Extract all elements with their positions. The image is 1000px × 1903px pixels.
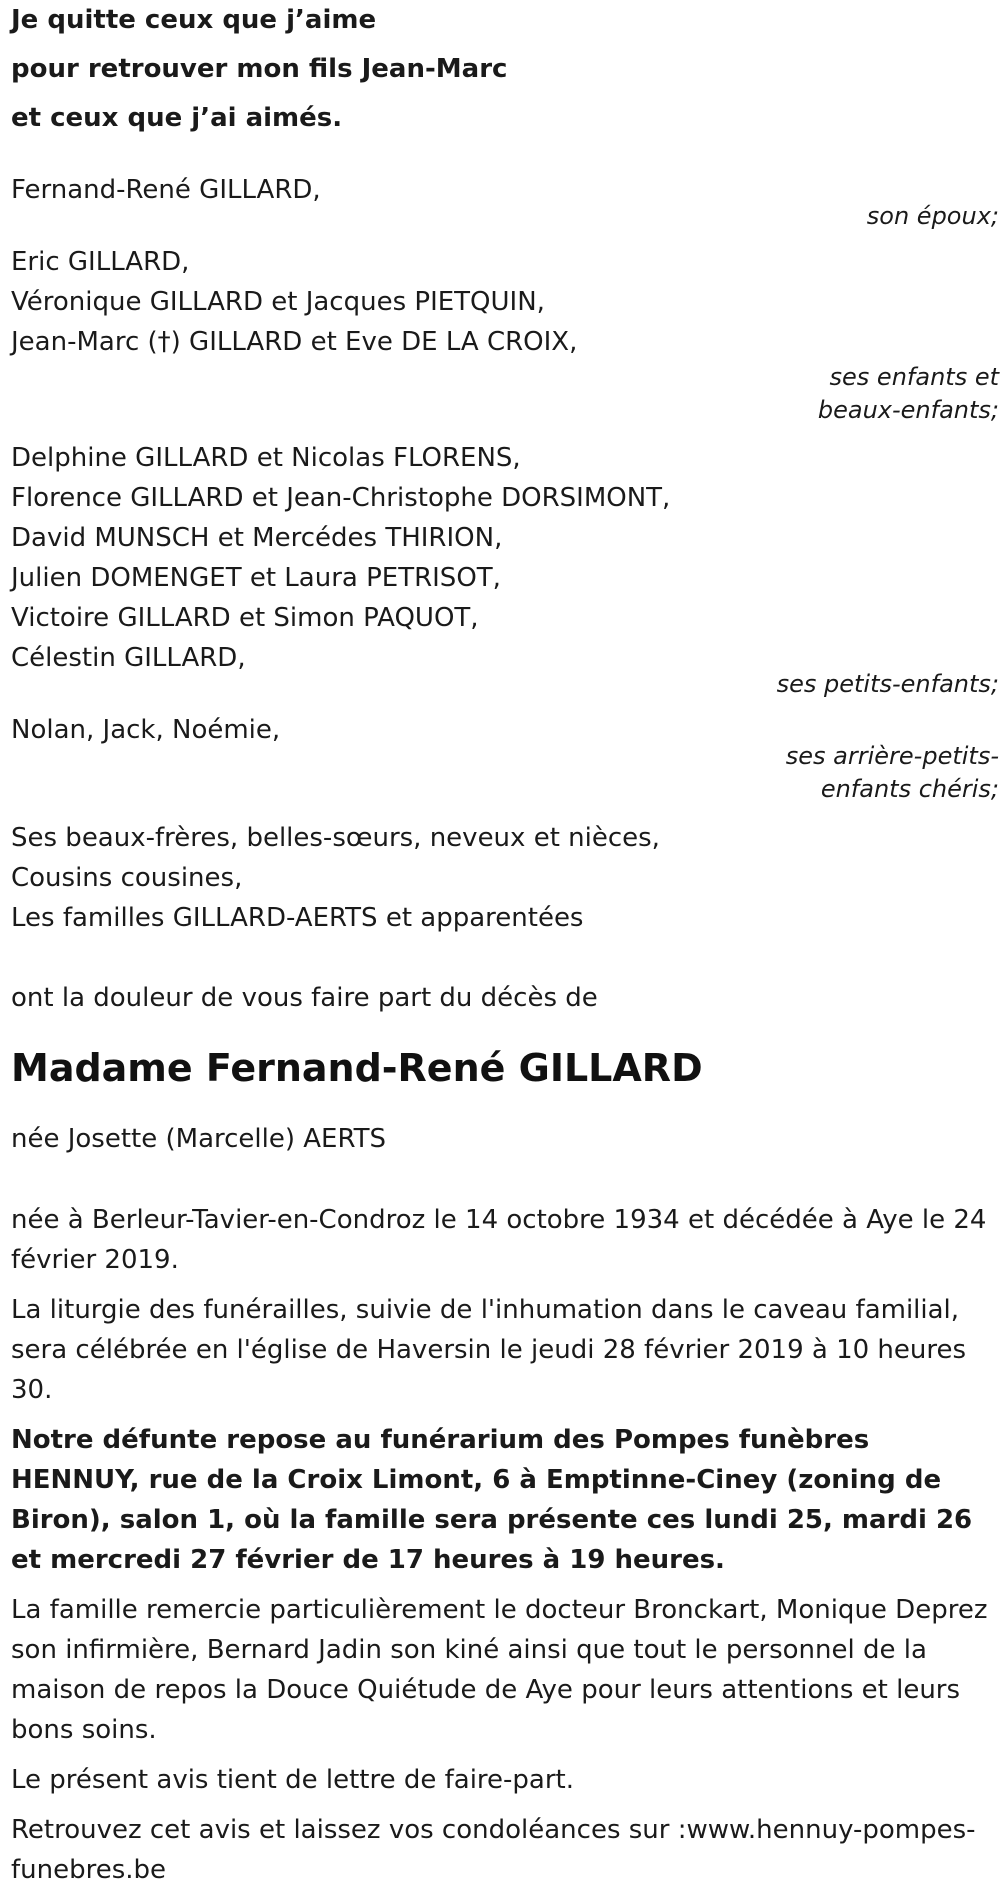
thanks-paragraph: La famille remercie particulièrement le docteur Bronckart, Monique Deprez son infirmière, Bernard Jadin son kiné ainsi que tout le personnel de la maison de repos la Douce Quiétude de Aye pour leurs attentions et leurs bons soins. — [11, 1595, 988, 1745]
family-name-line: Eric GILLARD, — [11, 247, 190, 277]
epigraph — [11, 0, 999, 143]
born-name: née Josette (Marcelle) AERTS — [11, 1124, 387, 1154]
family-role: ses enfants et — [829, 363, 999, 391]
spouse-section — [11, 170, 999, 236]
family-name-line: Victoire GILLARD et Simon PAQUOT, — [11, 603, 479, 633]
epigraph-line: et ceux que j’ai aimés. — [11, 103, 343, 133]
family-name-line: Célestin GILLARD, — [11, 643, 246, 673]
epigraph-line: Je quitte ceux que j’aime — [11, 5, 377, 35]
grandchildren-section — [11, 438, 999, 704]
family-name-line: Fernand-René GILLARD, — [11, 175, 321, 205]
family-role: beaux-enfants; — [817, 396, 999, 424]
children-section — [11, 242, 999, 430]
family-name-line: Julien DOMENGET et Laura PETRISOT, — [11, 563, 501, 593]
relative-line: Les familles GILLARD-AERTS et apparentées — [11, 903, 584, 933]
notice-paragraph: Le présent avis tient de lettre de faire-part. — [11, 1765, 574, 1795]
family-name-line: Florence GILLARD et Jean-Christophe DORSIMONT, — [11, 483, 671, 513]
birth-death-paragraph: née à Berleur-Tavier-en-Condroz le 14 octobre 1934 et décédée à Aye le 24 février 2019. — [11, 1205, 987, 1275]
obituary-content — [11, 0, 999, 1890]
family-role: ses petits-enfants; — [776, 670, 999, 698]
announcement: ont la douleur de vous faire part du décès de — [11, 983, 598, 1013]
family-name-line: Jean-Marc (†) GILLARD et Eve DE LA CROIX, — [11, 327, 578, 357]
family-role: enfants chéris; — [820, 775, 999, 803]
liturgy-paragraph: La liturgie des funérailles, suivie de l'inhumation dans le caveau familial, sera célébrée en l'église de Haversin le jeudi 28 février 2019 à 10 heures 30. — [11, 1295, 967, 1405]
relative-line: Ses beaux-frères, belles-sœurs, neveux et nièces, — [11, 823, 660, 853]
epigraph-line: pour retrouver mon fils Jean-Marc — [11, 54, 508, 84]
great-grandchildren-section — [11, 710, 999, 809]
website-paragraph: Retrouvez cet avis et laissez vos condoléances sur :www.hennuy-pompes-funebres.be — [11, 1815, 976, 1885]
family-name-line: Delphine GILLARD et Nicolas FLORENS, — [11, 443, 521, 473]
relatives-section — [11, 818, 999, 938]
family-name-line: Nolan, Jack, Noémie, — [11, 715, 281, 745]
family-role: son époux; — [866, 202, 999, 230]
family-name-line: Véronique GILLARD et Jacques PIETQUIN, — [11, 287, 545, 317]
deceased-name: Madame Fernand-René GILLARD — [11, 1046, 703, 1090]
family-name-line: David MUNSCH et Mercédes THIRION, — [11, 523, 503, 553]
relative-line: Cousins cousines, — [11, 863, 243, 893]
family-role: ses arrière-petits- — [785, 742, 999, 770]
funerarium-paragraph: Notre défunte repose au funérarium des Pompes funèbres HENNUY, rue de la Croix Limont, 6 à Emptinne-Ciney (zoning de Biron), salon 1, où la famille sera présente ces lundi 25, mardi 26 et mercredi 27 février de 17 heures à 19 heures. — [11, 1425, 973, 1575]
